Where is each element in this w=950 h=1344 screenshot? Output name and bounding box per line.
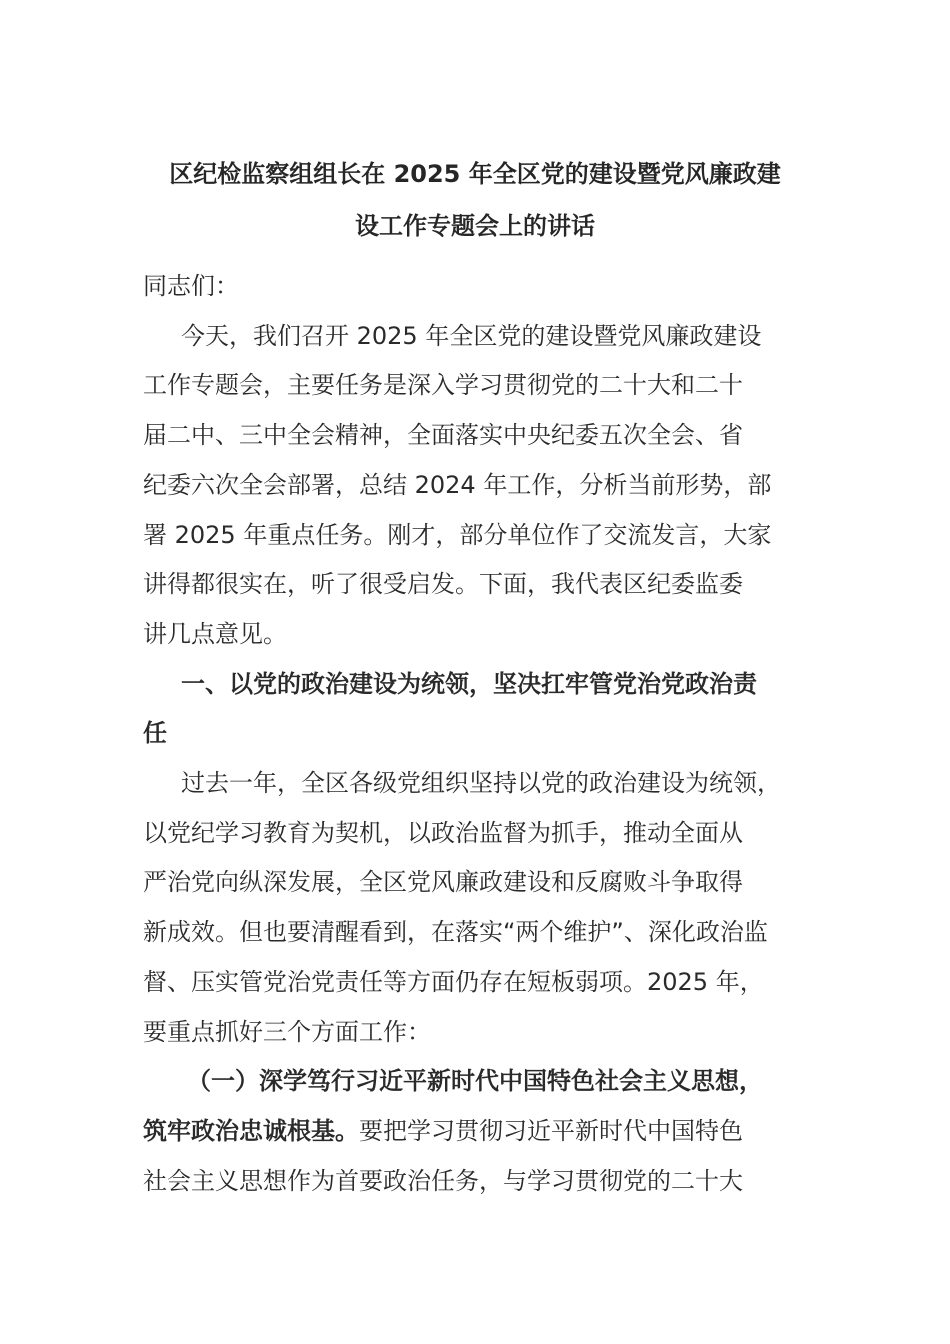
subsection-1 [143, 1057, 823, 1206]
heading-line: 任 [143, 719, 167, 748]
paragraph-line: 届二中、三中全会精神，全面落实中央纪委五次全会、省 [143, 421, 743, 450]
section-heading-1 [143, 660, 823, 759]
subheading-bold-tail: 筑牢政治忠诚根基。 [143, 1116, 359, 1145]
document-title [130, 148, 820, 252]
paragraph-review [143, 759, 823, 1057]
paragraph-line: 过去一年，全区各级党组织坚持以党的政治建设为统领， [181, 769, 781, 798]
paragraph-line: 严治党向纵深发展，全区党风廉政建设和反腐败斗争取得 [143, 868, 743, 897]
paragraph-line: 工作专题会，主要任务是深入学习贯彻党的二十大和二十 [143, 371, 743, 400]
paragraph-line: 社会主义思想作为首要政治任务，与学习贯彻党的二十大 [143, 1166, 743, 1195]
salutation: 同志们： [143, 272, 239, 300]
document-body [143, 262, 823, 1206]
paragraph-line: 新成效。但也要清醒看到，在落实“两个维护”、深化政治监 [143, 918, 768, 947]
paragraph-line: 讲几点意见。 [143, 619, 287, 648]
paragraph-line: 以党纪学习教育为契机，以政治监督为抓手，推动全面从 [143, 818, 743, 847]
paragraph-line: 督、压实管党治党责任等方面仍存在短板弱项。2025 年， [143, 967, 764, 996]
paragraph-line: 今天，我们召开 2025 年全区党的建设暨党风廉政建设 [181, 321, 762, 350]
paragraph-line: 纪委六次全会部署，总结 2024 年工作，分析当前形势，部 [143, 470, 772, 499]
subheading-rest: 要把学习贯彻习近平新时代中国特色 [359, 1116, 743, 1145]
title-line-1: 区纪检监察组组长在 2025 年全区党的建设暨党风廉政建 [169, 160, 781, 188]
subheading-line-mixed [143, 1107, 823, 1157]
heading-line: 一、以党的政治建设为统领，坚决扛牢管党治党政治责 [181, 669, 757, 698]
paragraph-line: 讲得都很实在，听了很受启发。下面，我代表区纪委监委 [143, 570, 743, 599]
paragraph-line: 要重点抓好三个方面工作： [143, 1017, 431, 1046]
subheading-line: （一）深学笃行习近平新时代中国特色社会主义思想， [187, 1067, 763, 1096]
paragraph-line: 署 2025 年重点任务。刚才，部分单位作了交流发言，大家 [143, 520, 772, 549]
paragraph-intro [143, 312, 823, 660]
title-line-2: 设工作专题会上的讲话 [355, 212, 595, 240]
